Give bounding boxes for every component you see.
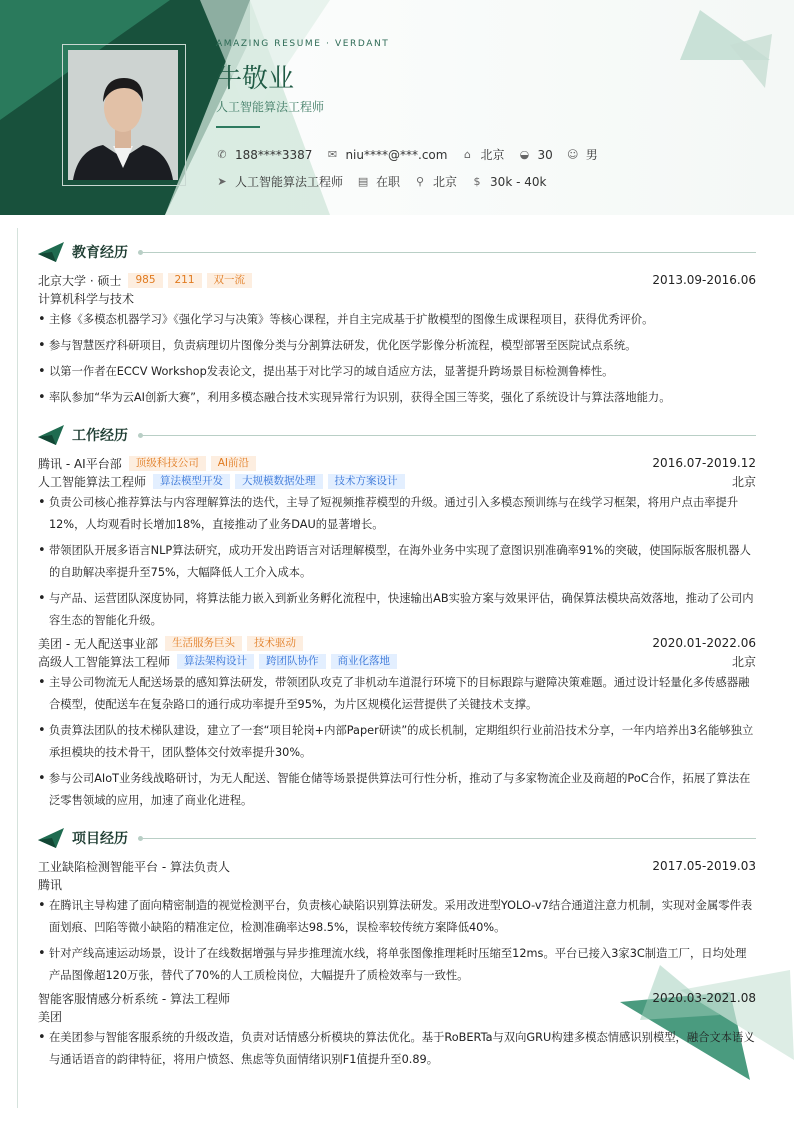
project-org-row [38, 1007, 756, 1025]
company-tag: AI前沿 [211, 456, 256, 471]
project-title-row [38, 989, 756, 1007]
project-name: 智能客服情感分析系统 - 算法工程师 [38, 991, 230, 1006]
project-org: 美团 [38, 1009, 63, 1024]
education-school-row [38, 271, 756, 289]
avatar [68, 50, 178, 180]
projects-section [38, 826, 756, 1075]
intent-salary: $ 30k - 40k [471, 175, 546, 189]
list-item: • 参与公司AIoT业务线战略研讨，为无人配送、智能仓储等场景提供算法可行性分析，推动了与多家物流企业及商超的PoC合作，拓展了算法在泛零售领域的应用，加速了商业化进程。 [38, 768, 756, 812]
contact-age: ◒ 30 [519, 147, 553, 162]
location-icon: ⚲ [416, 174, 425, 188]
section-divider [138, 252, 756, 253]
job-role-row [38, 472, 756, 490]
job-bullets [38, 492, 756, 632]
list-item: • 参与智慧医疗科研项目，负责病理切片图像分类与分割算法研发，优化医学影像分析流程，模型部署至医院试点系统。 [38, 335, 756, 357]
candidate-subtitle: 人工智能算法工程师 [216, 100, 325, 114]
phone-icon: ✆ [217, 147, 227, 161]
section-title: 工作经历 [72, 428, 128, 444]
resume-header [0, 0, 794, 215]
job-city: 北京 [731, 654, 756, 669]
cake-icon: ◒ [519, 147, 530, 161]
project-period: 2017.05-2019.03 [652, 859, 756, 873]
role-tag: 商业化落地 [331, 654, 398, 669]
candidate-name: 牛敬业 [216, 64, 295, 94]
list-item: • 针对产线高速运动场景，设计了在线数据增强与异步推理流水线，将单张图像推理耗时压缩至12ms。平台已接入3家3C制造工厂，日均处理产品图像超120万张，替代了70%的人工质检岗位，大幅提升了质检效率与一致性。 [38, 943, 756, 987]
list-item: • 负责公司核心推荐算法与内容理解算法的迭代，主导了短视频推荐模型的升级。通过引入多模态预训练与在线学习框架，将用户点击率提升12%，人均观看时长增加18%，直接推动了业务DAU的显著增长。 [38, 492, 756, 536]
contact-email: ✉ niu****@***.com [327, 147, 448, 162]
list-item: • 负责算法团队的技术梯队建设，建立了一套“项目轮岗+内部Paper研读”的成长机制，定期组织行业前沿技术分享，一年内培养出3名能够独立承担模块的技术骨干，团队整体交付效率提升30%。 [38, 720, 756, 764]
company-tag: 顶级科技公司 [129, 456, 206, 471]
role-tag: 算法架构设计 [177, 654, 254, 669]
projects-heading [38, 826, 756, 850]
section-title: 教育经历 [72, 245, 128, 261]
company-name: 腾讯 - AI平台部 [38, 456, 122, 471]
major: 计算机科学与技术 [38, 291, 135, 306]
intent-city: ⚲ 北京 [416, 174, 458, 189]
section-flag-icon [38, 828, 64, 848]
school-tag: 985 [128, 273, 162, 288]
list-item: • 在腾讯主导构建了面向精密制造的视觉检测平台，负责核心缺陷识别算法研发。采用改进型YOLO-v7结合通道注意力机制，实现对金属零件表面划痕、凹陷等微小缺陷的精准定位，检测准确率达98.5%，误检率较传统方案降低40%。 [38, 895, 756, 939]
company-tag: 技术驱动 [247, 636, 303, 651]
job-company-row [38, 454, 756, 472]
list-item: • 主修《多模态机器学习》《强化学习与决策》等核心课程，并自主完成基于扩散模型的图像生成课程项目，获得优秀评价。 [38, 309, 756, 331]
section-divider [138, 838, 756, 839]
job-period: 2016.07-2019.12 [652, 456, 756, 470]
list-item: • 与产品、运营团队深度协同，将算法能力嵌入到新业务孵化流程中，快速输出AB实验方案与效果评估，确保算法模块高效落地，推动了公司内容生态的智能化升级。 [38, 588, 756, 632]
role-tag: 技术方案设计 [328, 474, 405, 489]
project-org: 腾讯 [38, 877, 63, 892]
contact-info-row [216, 146, 612, 163]
company-name: 美团 - 无人配送事业部 [38, 636, 158, 651]
job-role: 高级人工智能算法工程师 [38, 654, 171, 669]
contact-home: ⌂ 北京 [461, 146, 504, 163]
education-section [38, 240, 756, 413]
section-divider [138, 435, 756, 436]
work-heading [38, 423, 756, 447]
role-tag: 算法模型开发 [153, 474, 230, 489]
list-item: • 率队参加“华为云AI创新大赛”，利用多模态融合技术实现异常行为识别，获得全国三等奖，强化了系统设计与算法落地能力。 [38, 387, 756, 409]
tagline: AMAZING RESUME · VERDANT [216, 39, 390, 49]
education-major-row [38, 289, 756, 307]
section-flag-icon [38, 242, 64, 262]
education-bullets [38, 309, 756, 409]
work-section [38, 423, 756, 816]
project-org-row [38, 875, 756, 893]
send-icon: ➤ [217, 174, 227, 188]
intent-position: ➤ 人工智能算法工程师 [217, 174, 344, 189]
role-tag: 大规模数据处理 [235, 474, 323, 489]
home-icon: ⌂ [463, 147, 471, 161]
contact-gender: ☺ 男 [567, 147, 598, 162]
school-tag: 211 [168, 273, 202, 288]
project-title-row [38, 857, 756, 875]
project-bullets [38, 895, 756, 987]
profile-photo [68, 50, 178, 180]
job-company-row [38, 634, 756, 652]
role-tag: 跨团队协作 [259, 654, 326, 669]
salary-icon: $ [473, 174, 481, 188]
intent-status: ▤ 在职 [357, 174, 401, 189]
project-period: 2020.03-2021.08 [652, 991, 756, 1005]
briefcase-icon: ▤ [357, 174, 369, 188]
section-title: 项目经历 [72, 831, 128, 847]
name-underline [216, 126, 260, 128]
company-tag: 生活服务巨头 [165, 636, 242, 651]
gender-icon: ☺ [567, 147, 579, 161]
left-border-line [17, 228, 18, 1108]
job-role: 人工智能算法工程师 [38, 474, 147, 489]
section-flag-icon [38, 425, 64, 445]
list-item: • 带领团队开展多语言NLP算法研究，成功开发出跨语言对话理解模型，在海外业务中实现了意图识别准确率91%的突破，使国际版客服机器人的自助解决率提升至75%，大幅降低人工介入成本。 [38, 540, 756, 584]
job-intent-row [216, 173, 560, 190]
mail-icon: ✉ [327, 147, 338, 161]
project-bullets [38, 1027, 756, 1071]
school-tag: 双一流 [207, 273, 253, 288]
contact-phone: ✆ 188****3387 [217, 147, 313, 162]
job-period: 2020.01-2022.06 [652, 636, 756, 650]
job-bullets [38, 672, 756, 812]
job-city: 北京 [731, 474, 756, 489]
job-role-row [38, 652, 756, 670]
list-item: • 在美团参与智能客服系统的升级改造，负责对话情感分析模块的算法优化。基于RoBERTa与双向GRU构建多模态情感识别模型，融合文本语义与通话语音的韵律特征，将用户愤怒、焦虑等负面情绪识别F1值提升至0.89。 [38, 1027, 756, 1071]
education-heading [38, 240, 756, 264]
school-name: 北京大学 · 硕士 [38, 273, 122, 288]
list-item: • 主导公司物流无人配送场景的感知算法研发，带领团队攻克了非机动车道混行环境下的目标跟踪与避障决策难题。通过设计轻量化多传感器融合模型，使配送车在复杂路口的通行成功率提升至95%，为片区规模化运营提供了关键技术支撑。 [38, 672, 756, 716]
list-item: • 以第一作者在ECCV Workshop发表论文，提出基于对比学习的域自适应方法，显著提升跨场景目标检测鲁棒性。 [38, 361, 756, 383]
education-period: 2013.09-2016.06 [652, 273, 756, 287]
project-name: 工业缺陷检测智能平台 - 算法负责人 [38, 859, 230, 874]
